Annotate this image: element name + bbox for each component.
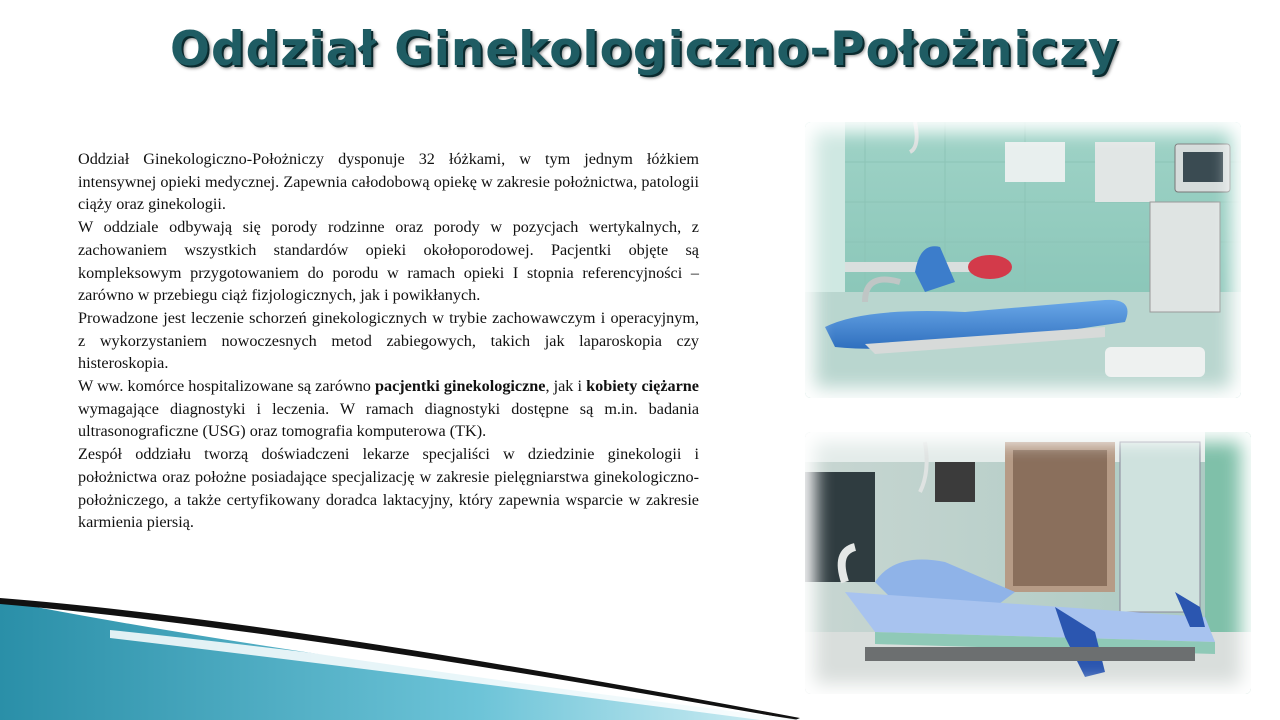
paragraph-text: wymagające diagnostyki i leczenia. W ramach diagnostyki dostępne są m.in. badania ultrasonograficzne (USG) oraz tomografia komputerowa (TK). <box>78 399 699 441</box>
paragraph-text: , jak i <box>545 377 587 396</box>
delivery-room-photo <box>805 122 1241 398</box>
body-paragraph <box>78 148 699 216</box>
decorative-swoosh <box>0 590 800 720</box>
bold-text: kobiety ciężarne <box>586 377 699 396</box>
slide-title: Oddział Ginekologiczno-Położniczy <box>170 22 1120 77</box>
body-paragraph <box>78 375 699 443</box>
body-paragraph <box>78 443 699 534</box>
hospital-bed-photo <box>805 432 1251 694</box>
body-paragraph <box>78 307 699 375</box>
body-paragraph <box>78 216 699 307</box>
paragraph-text: Zespół oddziału tworzą doświadczeni lekarze specjaliści w dziedzinie ginekologii i położnictwa oraz położne posiadające specjalizację w zakresie pielęgniarstwa ginekologiczno-położniczego, a także certyfikowany doradca laktacyjny, który zapewnia wsparcie w zakresie karmienia piersią. <box>78 445 699 532</box>
paragraph-text: Prowadzone jest leczenie schorzeń ginekologicznych w trybie zachowawczym i operacyjnym, z wykorzystaniem nowoczesnych metod zabiegowych, takich jak laparoskopia czy histeroskopia. <box>78 308 699 373</box>
body-text <box>78 148 699 534</box>
paragraph-text: Oddział Ginekologiczno-Położniczy dysponuje 32 łóżkami, w tym jednym łóżkiem intensywnej opieki medycznej. Zapewnia całodobową opiekę w zakresie położnictwa, patologii ciąży oraz ginekologii. <box>78 150 699 214</box>
bold-text: pacjentki ginekologiczne <box>375 377 546 396</box>
paragraph-text: W ww. komórce hospitalizowane są zarówno <box>78 377 375 396</box>
paragraph-text: W oddziale odbywają się porody rodzinne oraz porody w pozycjach wertykalnych, z zachowaniem wszystkich standardów opieki okołoporodowej. Pacjentki objęte są kompleksowym przygotowaniem do porodu w ramach opieki I stopnia referencyjności – zarówno w przebiegu ciąż fizjologicznych, jak i powikłanych. <box>78 218 699 305</box>
